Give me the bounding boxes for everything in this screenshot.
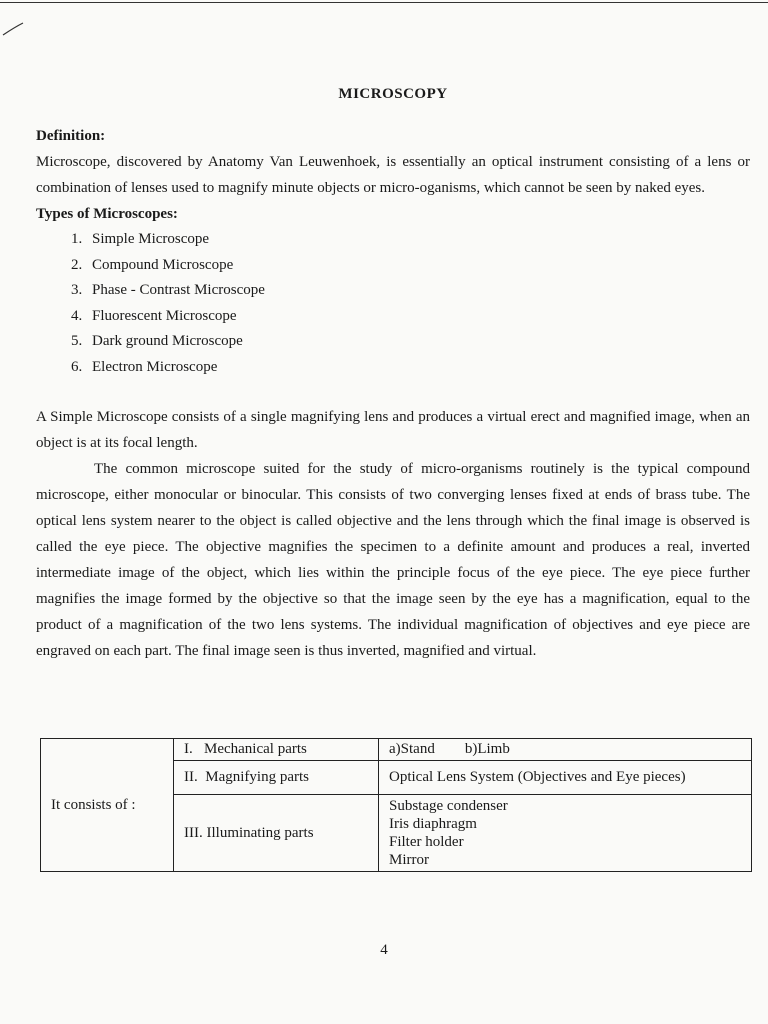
list-item: 4. Fluorescent Microscope — [86, 304, 750, 330]
page-number: 4 — [380, 942, 388, 958]
consists-cell: It consists of : — [41, 739, 174, 872]
detail-cell — [379, 795, 752, 872]
definition-text: Microscope, discovered by Anatomy Van Leuwenhoek, is essentially an optical instrument consisting of a lens or combination of lenses used to magnify minute objects or micro-oganisms, which cannot be seen by naked eyes. — [36, 154, 750, 196]
detail-cell: a)Stand b)Limb — [379, 739, 752, 761]
detail-line: Mirror — [389, 852, 429, 868]
top-rule — [0, 2, 768, 3]
types-list — [36, 227, 750, 380]
parts-table — [40, 738, 752, 872]
compound-microscope-paragraph: The common microscope suited for the study of micro-organisms routinely is the typical compound microscope, either monocular or binocular. This consists of two converging lenses fixed at ends of brass tube. The optical lens system nearer to the object is called objective and the lens through which the final image is observed is called the eye piece. The objective magnifies the specimen to a definite amount and produces a real, inverted intermediate image of the object, which lies within the principle focus of the eye piece. The eye piece further magnifies the image formed by the objective so that the image seen by the eye has a magnification, equal to the product of a magnification of the two lens systems. The individual magnification of objectives and eye piece are engraved on each part. The final image seen is thus inverted, magnified and virtual. — [36, 461, 750, 659]
pen-mark-icon — [2, 22, 24, 36]
detail-cell: Optical Lens System (Objectives and Eye pieces) — [379, 761, 752, 795]
detail-line: Iris diaphragm — [389, 816, 477, 832]
list-item: 1. Simple Microscope — [86, 227, 750, 253]
definition-heading: Definition: — [36, 128, 106, 144]
part-cell: I. Mechanical parts — [174, 739, 379, 761]
list-item: 2. Compound Microscope — [86, 253, 750, 279]
detail-line: Filter holder — [389, 834, 464, 850]
list-item: 6. Electron Microscope — [86, 355, 750, 381]
part-cell: III. Illuminating parts — [174, 795, 379, 872]
list-item: 3. Phase - Contrast Microscope — [86, 278, 750, 304]
list-item: 5. Dark ground Microscope — [86, 329, 750, 355]
simple-microscope-paragraph: A Simple Microscope consists of a single magnifying lens and produces a virtual erect and magnified image, when an object is at its focal length. — [36, 409, 750, 451]
document-page — [36, 86, 750, 664]
types-heading: Types of Microscopes: — [36, 206, 178, 222]
table-row — [41, 739, 752, 761]
detail-line: Substage condenser — [389, 798, 508, 814]
page-title: MICROSCOPY — [338, 86, 448, 102]
part-cell: II. Magnifying parts — [174, 761, 379, 795]
